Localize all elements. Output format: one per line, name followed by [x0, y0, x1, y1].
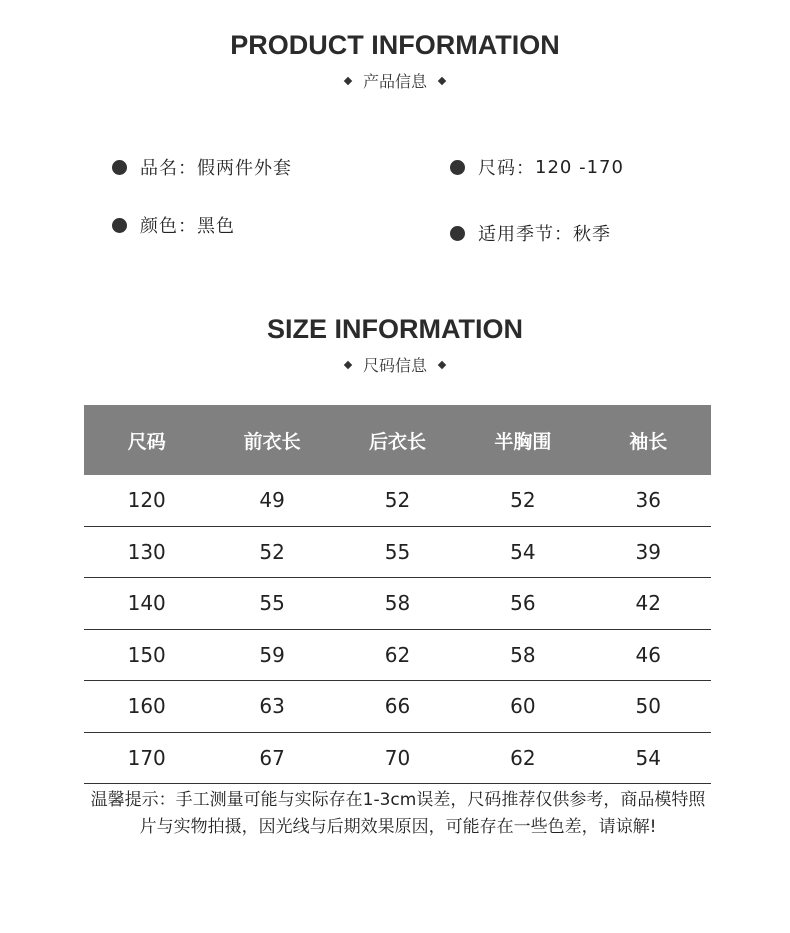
info-label-season: 适用季节 [478, 224, 554, 245]
info-item-color [112, 212, 235, 238]
table-cell: 42 [586, 578, 711, 630]
info-label-color: 颜色 [140, 216, 178, 237]
header-back-length: 后衣长 [335, 405, 460, 475]
bullet-icon [450, 226, 465, 241]
bullet-icon [450, 160, 465, 175]
table-row [84, 578, 711, 630]
table-cell: 58 [335, 578, 460, 630]
size-table-header-row [84, 405, 711, 475]
info-value-color: 黑色 [197, 216, 235, 237]
product-info-subtitle [0, 69, 790, 92]
table-cell: 59 [209, 629, 334, 681]
table-cell: 63 [209, 681, 334, 733]
table-row [84, 732, 711, 784]
table-cell: 55 [335, 526, 460, 578]
table-cell: 170 [84, 732, 209, 784]
info-item-size [450, 154, 624, 180]
table-cell: 56 [460, 578, 585, 630]
table-cell: 120 [84, 475, 209, 526]
info-separator: ： [178, 158, 197, 179]
info-label-name: 品名 [140, 158, 178, 179]
table-cell: 50 [586, 681, 711, 733]
product-info-title: PRODUCT INFORMATION [230, 30, 560, 60]
table-cell: 36 [586, 475, 711, 526]
info-value-size: 120 -170 [535, 156, 624, 178]
table-cell: 150 [84, 629, 209, 681]
table-cell: 39 [586, 526, 711, 578]
table-cell: 46 [586, 629, 711, 681]
table-cell: 70 [335, 732, 460, 784]
table-cell: 67 [209, 732, 334, 784]
table-cell: 58 [460, 629, 585, 681]
info-separator: ： [516, 158, 535, 179]
size-info-title: SIZE INFORMATION [267, 314, 523, 344]
table-cell: 160 [84, 681, 209, 733]
header-front-length: 前衣长 [209, 405, 334, 475]
bullet-icon [112, 160, 127, 175]
info-value-name: 假两件外套 [197, 158, 292, 179]
table-cell: 62 [460, 732, 585, 784]
table-cell: 62 [335, 629, 460, 681]
table-cell: 60 [460, 681, 585, 733]
table-cell: 130 [84, 526, 209, 578]
info-separator: ： [554, 224, 573, 245]
table-cell: 66 [335, 681, 460, 733]
table-cell: 52 [209, 526, 334, 578]
info-label-size: 尺码 [478, 158, 516, 179]
size-info-subtitle [0, 353, 790, 376]
table-cell: 52 [460, 475, 585, 526]
bullet-icon [112, 218, 127, 233]
diamond-icon [344, 360, 352, 368]
disclaimer-note: 温馨提示：手工测量可能与实际存在1-3cm误差，尺码推荐仅供参考，商品模特照片与实物拍摄，因光线与后期效果原因，可能存在一些色差，请谅解! [90, 790, 706, 837]
table-row [84, 629, 711, 681]
product-info-subtitle-text: 产品信息 [362, 72, 427, 91]
table-cell: 54 [586, 732, 711, 784]
table-cell: 52 [335, 475, 460, 526]
table-row [84, 681, 711, 733]
diamond-icon [344, 76, 352, 84]
table-cell: 140 [84, 578, 209, 630]
diamond-icon [438, 360, 446, 368]
header-sleeve-length: 袖长 [586, 405, 711, 475]
table-row [84, 475, 711, 526]
size-info-subtitle-text: 尺码信息 [362, 356, 427, 375]
info-item-season [450, 220, 611, 246]
info-item-name [112, 154, 292, 180]
size-table [84, 405, 711, 784]
info-value-season: 秋季 [573, 224, 611, 245]
table-cell: 49 [209, 475, 334, 526]
header-half-chest: 半胸围 [460, 405, 585, 475]
info-separator: ： [178, 216, 197, 237]
header-size: 尺码 [84, 405, 209, 475]
table-cell: 54 [460, 526, 585, 578]
table-row [84, 526, 711, 578]
diamond-icon [438, 76, 446, 84]
table-cell: 55 [209, 578, 334, 630]
